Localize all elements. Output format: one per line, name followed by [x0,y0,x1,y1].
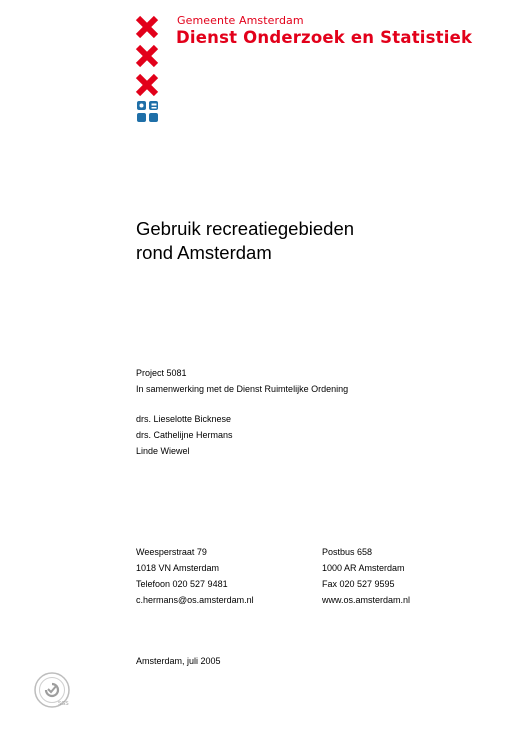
project-number: Project 5081 [136,368,187,378]
postal-city: 1018 VN Amsterdam [136,563,220,573]
cooperation-note: In samenwerking met de Dienst Ruimtelijke Ordening [136,384,349,394]
author: drs. Lieselotte Bicknese [136,414,232,424]
email-link[interactable]: c.hermans@os.amsterdam.nl [136,595,254,605]
author: Linde Wiewel [136,446,190,456]
title-line-2: rond Amsterdam [136,242,272,263]
po-box: Postbus 658 [322,547,373,557]
street-address: Weesperstraat 79 [136,547,207,557]
author: drs. Cathelijne Hermans [136,430,233,440]
department-name: Dienst Onderzoek en Statistiek [176,28,473,47]
fax-number: Fax 020 527 9595 [322,579,395,589]
phone-number: Telefoon 020 527 9481 [136,579,228,589]
report-title [136,217,354,265]
website-link[interactable]: www.os.amsterdam.nl [322,595,411,605]
po-postal-city: 1000 AR Amsterdam [322,563,405,573]
certification-seal-icon [32,670,72,710]
org-name: Gemeente Amsterdam [177,14,304,27]
os-mark-icon [137,101,159,123]
title-line-1: Gebruik recreatiegebieden [136,218,355,239]
place-date: Amsterdam, juli 2005 [136,656,221,666]
cert-label: SGS [58,701,69,707]
